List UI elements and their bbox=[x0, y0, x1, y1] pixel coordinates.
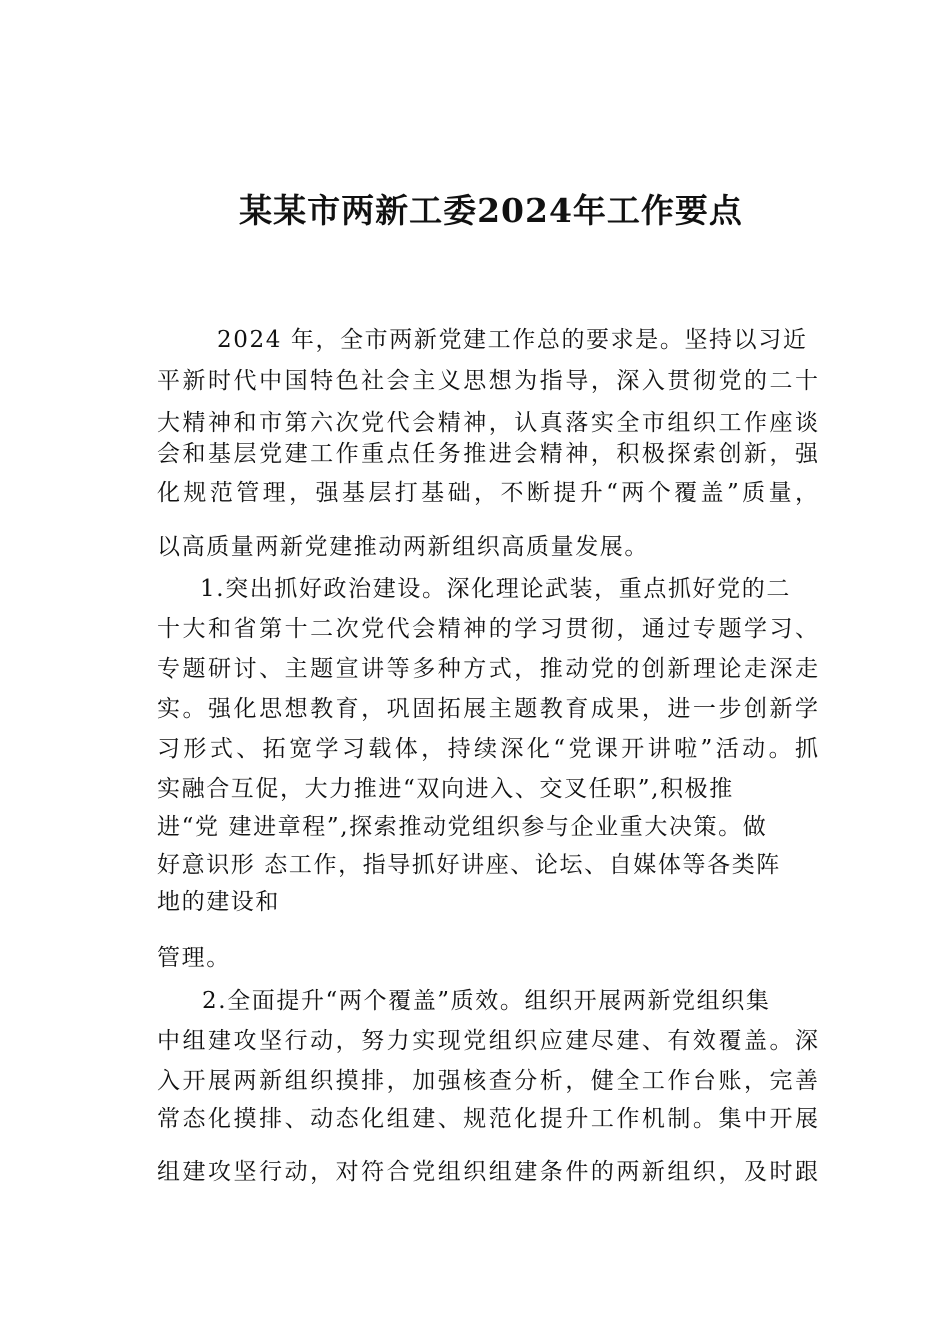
paragraph-line: 常态化摸排、动态化组建、规范化提升工作机制。集中开展 bbox=[157, 1106, 818, 1132]
paragraph-line: 实融合互促，大力推进“双向进入、交叉任职”,积极推 bbox=[157, 776, 734, 802]
paragraph-line: 化规范管理，强基层打基础，不断提升“两个覆盖”质量， bbox=[157, 480, 818, 506]
paragraph-line: 会和基层党建工作重点任务推进会精神，积极探索创新，强 bbox=[157, 441, 818, 467]
paragraph-line: 入开展两新组织摸排，加强核查分析，健全工作台账，完善 bbox=[157, 1068, 818, 1094]
paragraph-line: 好意识形 态工作，指导抓好讲座、论坛、自媒体等各类阵 bbox=[157, 852, 781, 878]
paragraph-line: 2.全面提升“两个覆盖”质效。组织开展两新党组织集 bbox=[202, 988, 771, 1014]
paragraph-line: 以高质量两新党建推动两新组织高质量发展。 bbox=[157, 534, 649, 560]
paragraph-line: 中组建攻坚行动，努力实现党组织应建尽建、有效覆盖。深 bbox=[157, 1028, 818, 1054]
paragraph-line: 习形式、拓宽学习载体，持续深化“党课开讲啦”活动。抓 bbox=[157, 736, 818, 762]
paragraph-line: 组建攻坚行动，对符合党组织组建条件的两新组织，及时跟 bbox=[157, 1159, 818, 1185]
paragraph-line: 2024 年，全市两新党建工作总的要求是。坚持以习近 bbox=[217, 327, 808, 353]
paragraph-line: 专题研讨、主题宣讲等多种方式，推动党的创新理论走深走 bbox=[157, 656, 818, 682]
paragraph-line: 大精神和市第六次党代会精神，认真落实全市组织工作座谈 bbox=[157, 410, 818, 436]
paragraph-line: 十大和省第十二次党代会精神的学习贯彻，通过专题学习、 bbox=[157, 616, 818, 642]
paragraph-line: 管理。 bbox=[157, 945, 231, 971]
paragraph-line: 平新时代中国特色社会主义思想为指导，深入贯彻党的二十 bbox=[157, 368, 818, 394]
paragraph-line: 1.突出抓好政治建设。深化理论武装，重点抓好党的二 bbox=[200, 576, 791, 602]
paragraph-line: 地的建设和 bbox=[157, 889, 280, 915]
paragraph-line: 实。强化思想教育，巩固拓展主题教育成果，进一步创新学 bbox=[157, 696, 818, 722]
document-title: 某某市两新工委2024年工作要点 bbox=[239, 191, 743, 230]
paragraph-line: 进“党 建进章程”,探索推动党组织参与企业重大决策。做 bbox=[157, 814, 768, 840]
